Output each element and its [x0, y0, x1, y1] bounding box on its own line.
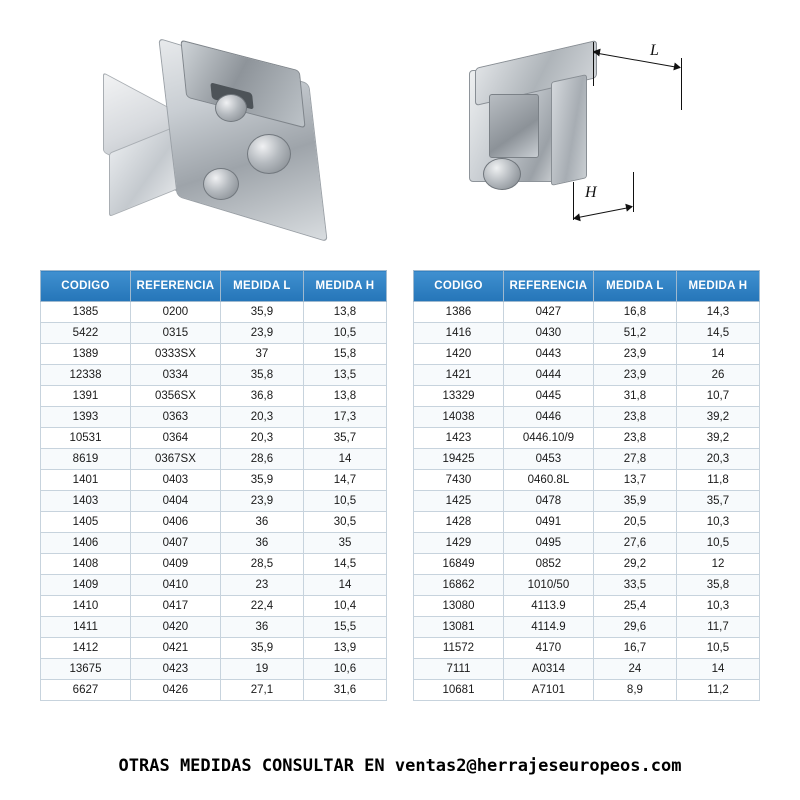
table-left-head [41, 271, 387, 302]
header-referencia: REFERENCIA [130, 271, 220, 302]
cell-codigo: 16862 [414, 575, 504, 596]
cell-medida-h: 10,3 [676, 596, 759, 617]
cell-medida-h: 11,2 [676, 680, 759, 701]
cell-referencia: 4170 [503, 638, 593, 659]
cell-medida-l: 51,2 [593, 323, 676, 344]
cell-codigo: 16849 [414, 554, 504, 575]
cell-referencia: 4113.9 [503, 596, 593, 617]
cell-medida-h: 10,5 [303, 323, 386, 344]
cell-referencia: 0460.8L [503, 470, 593, 491]
table-row [414, 302, 760, 323]
cell-codigo: 1386 [414, 302, 504, 323]
table-row [414, 470, 760, 491]
cell-medida-h: 35,7 [676, 491, 759, 512]
table-row [41, 554, 387, 575]
cell-medida-l: 36 [220, 617, 303, 638]
cell-codigo: 19425 [414, 449, 504, 470]
cell-codigo: 1421 [414, 365, 504, 386]
cell-referencia: 0444 [503, 365, 593, 386]
cell-codigo: 13329 [414, 386, 504, 407]
cell-codigo: 14038 [414, 407, 504, 428]
cell-medida-h: 31,6 [303, 680, 386, 701]
cell-codigo: 1423 [414, 428, 504, 449]
cell-medida-h: 14 [303, 449, 386, 470]
cell-medida-l: 23,9 [593, 344, 676, 365]
cell-medida-l: 22,4 [220, 596, 303, 617]
dim-line-h [573, 207, 632, 219]
cell-codigo: 1393 [41, 407, 131, 428]
cell-codigo: 8619 [41, 449, 131, 470]
cell-codigo: 1389 [41, 344, 131, 365]
cell-medida-l: 29,2 [593, 554, 676, 575]
cell-medida-h: 14 [676, 344, 759, 365]
header-referencia: REFERENCIA [503, 271, 593, 302]
cell-medida-h: 10,3 [676, 512, 759, 533]
cell-referencia: 0426 [130, 680, 220, 701]
table-row [414, 554, 760, 575]
header-codigo: CODIGO [414, 271, 504, 302]
cell-codigo: 6627 [41, 680, 131, 701]
table-row [41, 680, 387, 701]
cell-medida-h: 14 [676, 659, 759, 680]
cell-medida-h: 14 [303, 575, 386, 596]
table-row [414, 407, 760, 428]
table-row [414, 638, 760, 659]
cell-referencia: 0315 [130, 323, 220, 344]
table-header-row [41, 271, 387, 302]
cell-medida-l: 28,5 [220, 554, 303, 575]
cell-codigo: 1385 [41, 302, 131, 323]
header-medida-l: MEDIDA L [220, 271, 303, 302]
cell-medida-h: 35,7 [303, 428, 386, 449]
cell-medida-h: 13,8 [303, 386, 386, 407]
cell-medida-h: 35,8 [676, 575, 759, 596]
cell-codigo: 1410 [41, 596, 131, 617]
cell-medida-h: 39,2 [676, 407, 759, 428]
cell-medida-l: 8,9 [593, 680, 676, 701]
cell-codigo: 1412 [41, 638, 131, 659]
diagram-screw-icon [483, 158, 521, 190]
cell-referencia: 0445 [503, 386, 593, 407]
cell-medida-l: 35,9 [220, 470, 303, 491]
header-codigo: CODIGO [41, 271, 131, 302]
table-row [414, 659, 760, 680]
table-row [414, 365, 760, 386]
table-left-body [41, 302, 387, 701]
cell-medida-h: 14,5 [676, 323, 759, 344]
cell-medida-h: 13,8 [303, 302, 386, 323]
cell-medida-l: 27,6 [593, 533, 676, 554]
product-images [0, 0, 800, 262]
cell-codigo: 1425 [414, 491, 504, 512]
table-right [413, 270, 760, 701]
cell-referencia: 0367SX [130, 449, 220, 470]
table-row [41, 491, 387, 512]
cell-medida-l: 23,9 [593, 365, 676, 386]
table-left [40, 270, 387, 701]
cell-medida-l: 23,8 [593, 428, 676, 449]
cell-codigo: 10531 [41, 428, 131, 449]
cell-referencia: 0417 [130, 596, 220, 617]
cell-medida-h: 12 [676, 554, 759, 575]
table-row [414, 386, 760, 407]
cell-medida-l: 31,8 [593, 386, 676, 407]
cell-referencia: 0334 [130, 365, 220, 386]
cell-medida-l: 20,3 [220, 407, 303, 428]
cell-medida-h: 14,3 [676, 302, 759, 323]
table-row [41, 386, 387, 407]
table-row [41, 512, 387, 533]
diagram-bracket-plate [551, 74, 587, 186]
header-medida-h: MEDIDA H [303, 271, 386, 302]
cell-codigo: 1411 [41, 617, 131, 638]
bracket-diagram-dimensions [455, 32, 720, 247]
bracket-photo-perspective [95, 42, 340, 242]
cell-referencia: 0446.10/9 [503, 428, 593, 449]
cell-codigo: 13675 [41, 659, 131, 680]
cell-medida-l: 25,4 [593, 596, 676, 617]
cell-medida-l: 16,7 [593, 638, 676, 659]
cell-medida-h: 10,5 [676, 638, 759, 659]
cell-referencia: 0453 [503, 449, 593, 470]
diagram-bracket-inner [489, 94, 539, 158]
cell-medida-h: 10,4 [303, 596, 386, 617]
cell-medida-h: 39,2 [676, 428, 759, 449]
cell-medida-h: 10,7 [676, 386, 759, 407]
table-row [41, 323, 387, 344]
dim-label-h: H [585, 184, 597, 201]
cell-referencia: 0364 [130, 428, 220, 449]
cell-medida-h: 13,5 [303, 365, 386, 386]
cell-codigo: 11572 [414, 638, 504, 659]
cell-referencia: 0421 [130, 638, 220, 659]
table-row [414, 617, 760, 638]
table-row [414, 533, 760, 554]
table-row [414, 428, 760, 449]
cell-referencia: 0423 [130, 659, 220, 680]
cell-referencia: 0403 [130, 470, 220, 491]
cell-referencia: 0478 [503, 491, 593, 512]
cell-medida-h: 20,3 [676, 449, 759, 470]
table-row [414, 680, 760, 701]
cell-referencia: 0443 [503, 344, 593, 365]
cell-codigo: 13081 [414, 617, 504, 638]
header-medida-h: MEDIDA H [676, 271, 759, 302]
cell-medida-l: 20,3 [220, 428, 303, 449]
header-medida-l: MEDIDA L [593, 271, 676, 302]
footer-contact-note: OTRAS MEDIDAS CONSULTAR EN ventas2@herrajeseuropeos.com [118, 756, 682, 776]
table-row [41, 470, 387, 491]
cell-medida-h: 10,5 [303, 491, 386, 512]
cell-codigo: 1416 [414, 323, 504, 344]
cell-medida-h: 15,5 [303, 617, 386, 638]
dim-line-l [593, 52, 680, 68]
cell-codigo: 1408 [41, 554, 131, 575]
dim-arrow-left-l-icon [592, 47, 600, 56]
cell-codigo: 1420 [414, 344, 504, 365]
bracket-screw-middle-icon [247, 134, 291, 174]
cell-medida-l: 36,8 [220, 386, 303, 407]
cell-medida-l: 35,9 [220, 638, 303, 659]
cell-medida-l: 27,8 [593, 449, 676, 470]
table-right-head [414, 271, 760, 302]
table-row [414, 575, 760, 596]
cell-codigo: 5422 [41, 323, 131, 344]
table-header-row [414, 271, 760, 302]
cell-medida-l: 37 [220, 344, 303, 365]
cell-codigo: 12338 [41, 365, 131, 386]
cell-medida-h: 35 [303, 533, 386, 554]
table-row [41, 638, 387, 659]
table-row [414, 344, 760, 365]
table-row [41, 575, 387, 596]
cell-codigo: 1401 [41, 470, 131, 491]
cell-medida-l: 33,5 [593, 575, 676, 596]
cell-referencia: 0427 [503, 302, 593, 323]
cell-medida-l: 35,9 [593, 491, 676, 512]
cell-codigo: 1429 [414, 533, 504, 554]
cell-medida-l: 27,1 [220, 680, 303, 701]
cell-referencia: 0356SX [130, 386, 220, 407]
cell-codigo: 1403 [41, 491, 131, 512]
table-row [41, 617, 387, 638]
cell-referencia: 0409 [130, 554, 220, 575]
cell-medida-l: 16,8 [593, 302, 676, 323]
cell-referencia: 0404 [130, 491, 220, 512]
cell-codigo: 1409 [41, 575, 131, 596]
cell-referencia: 0363 [130, 407, 220, 428]
cell-medida-h: 14,7 [303, 470, 386, 491]
cell-medida-h: 26 [676, 365, 759, 386]
cell-medida-l: 23,9 [220, 323, 303, 344]
cell-medida-l: 23 [220, 575, 303, 596]
dim-arrow-right-h-icon [625, 202, 633, 211]
table-row [41, 344, 387, 365]
cell-medida-l: 19 [220, 659, 303, 680]
cell-referencia: 0852 [503, 554, 593, 575]
cell-medida-h: 10,6 [303, 659, 386, 680]
cell-referencia: 0491 [503, 512, 593, 533]
table-row [41, 407, 387, 428]
cell-medida-l: 35,8 [220, 365, 303, 386]
cell-referencia: A7101 [503, 680, 593, 701]
table-row [414, 596, 760, 617]
bracket-screw-bottom-icon [203, 168, 239, 200]
cell-referencia: 0430 [503, 323, 593, 344]
cell-referencia: 0407 [130, 533, 220, 554]
cell-codigo: 1391 [41, 386, 131, 407]
table-row [414, 491, 760, 512]
cell-codigo: 7111 [414, 659, 504, 680]
cell-medida-l: 29,6 [593, 617, 676, 638]
measurement-tables [0, 270, 800, 701]
cell-medida-l: 23,8 [593, 407, 676, 428]
table-row [41, 596, 387, 617]
table-row [41, 659, 387, 680]
cell-medida-l: 28,6 [220, 449, 303, 470]
table-right-body [414, 302, 760, 701]
cell-codigo: 7430 [414, 470, 504, 491]
cell-medida-h: 14,5 [303, 554, 386, 575]
cell-codigo: 10681 [414, 680, 504, 701]
cell-medida-l: 13,7 [593, 470, 676, 491]
cell-codigo: 13080 [414, 596, 504, 617]
cell-referencia: 0200 [130, 302, 220, 323]
table-row [41, 533, 387, 554]
dim-arrow-left-h-icon [572, 213, 580, 222]
table-row [41, 302, 387, 323]
cell-referencia: 0410 [130, 575, 220, 596]
dim-label-l: L [650, 42, 659, 59]
cell-medida-h: 13,9 [303, 638, 386, 659]
cell-codigo: 1405 [41, 512, 131, 533]
cell-medida-h: 15,8 [303, 344, 386, 365]
cell-medida-h: 11,8 [676, 470, 759, 491]
cell-referencia: 0420 [130, 617, 220, 638]
cell-medida-l: 36 [220, 512, 303, 533]
cell-referencia: 0446 [503, 407, 593, 428]
cell-medida-l: 35,9 [220, 302, 303, 323]
dim-extension-right-h [633, 172, 634, 212]
table-row [414, 512, 760, 533]
cell-codigo: 1406 [41, 533, 131, 554]
cell-medida-h: 17,3 [303, 407, 386, 428]
bracket-screw-top-icon [215, 94, 247, 122]
cell-medida-l: 24 [593, 659, 676, 680]
cell-medida-l: 36 [220, 533, 303, 554]
cell-codigo: 1428 [414, 512, 504, 533]
cell-medida-l: 23,9 [220, 491, 303, 512]
table-row [41, 449, 387, 470]
table-row [41, 365, 387, 386]
cell-referencia: 0333SX [130, 344, 220, 365]
cell-referencia: 4114.9 [503, 617, 593, 638]
table-row [41, 428, 387, 449]
table-row [414, 449, 760, 470]
cell-medida-h: 11,7 [676, 617, 759, 638]
table-row [414, 323, 760, 344]
cell-medida-l: 20,5 [593, 512, 676, 533]
cell-referencia: 0495 [503, 533, 593, 554]
cell-medida-h: 10,5 [676, 533, 759, 554]
cell-referencia: A0314 [503, 659, 593, 680]
cell-medida-h: 30,5 [303, 512, 386, 533]
cell-referencia: 0406 [130, 512, 220, 533]
cell-referencia: 1010/50 [503, 575, 593, 596]
dim-arrow-right-l-icon [673, 62, 681, 71]
